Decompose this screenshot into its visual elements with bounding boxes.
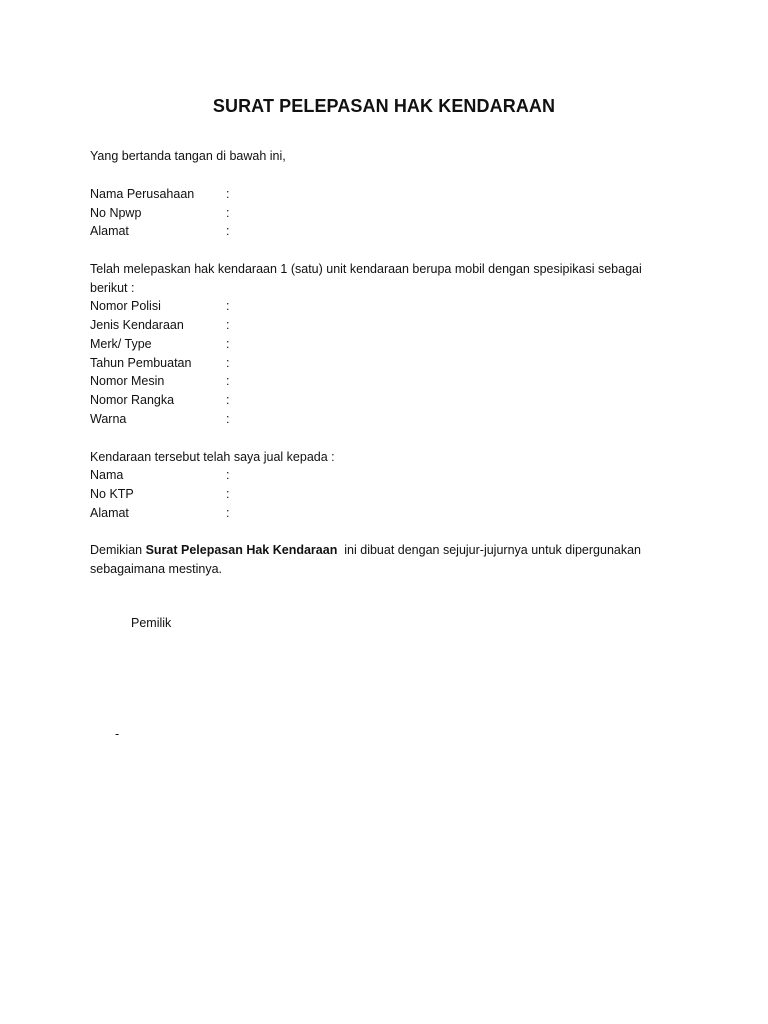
field-label: Nomor Rangka: [90, 392, 175, 407]
vehicle-field-engine-number: [90, 372, 650, 391]
field-colon: :: [226, 486, 230, 501]
field-label: Warna: [90, 411, 127, 426]
vehicle-field-brand: [90, 335, 650, 354]
field-label: No KTP: [90, 486, 134, 501]
closing-prefix: Demikian: [90, 543, 146, 557]
field-colon: :: [226, 299, 230, 314]
signature-dash: -: [115, 727, 120, 741]
field-colon: :: [226, 355, 230, 370]
field-label: Nomor Polisi: [90, 299, 161, 314]
owner-field-address: [90, 222, 650, 241]
field-label: Merk/ Type: [90, 336, 152, 351]
field-label: Alamat: [90, 224, 129, 239]
buyer-field-name: [90, 466, 650, 485]
vehicle-field-year: [90, 354, 650, 373]
field-label: Nomor Mesin: [90, 374, 165, 389]
sold-to-statement: Kendaraan tersebut telah saya jual kepada :: [90, 449, 335, 464]
closing-bold-title: Surat Pelepasan Hak Kendaraan: [145, 543, 338, 557]
closing-suffix: ini dibuat dengan sejujur-jujurnya untuk dipergunakan: [337, 543, 642, 557]
field-colon: :: [226, 411, 230, 426]
release-statement-line1: Telah melepaskan hak kendaraan 1 (satu) unit kendaraan berupa mobil dengan spesipikasi sebagai: [90, 262, 642, 276]
intro-text: Yang bertanda tangan di bawah ini,: [90, 149, 286, 163]
closing-paragraph-line1: [90, 541, 650, 560]
field-label: Nama Perusahaan: [90, 187, 195, 201]
field-colon: :: [226, 505, 230, 520]
vehicle-field-plate-number: [90, 297, 650, 316]
field-colon: :: [226, 374, 230, 389]
vehicle-field-color: [90, 410, 650, 429]
field-colon: :: [226, 318, 230, 333]
buyer-field-address: [90, 504, 650, 523]
field-label: No Npwp: [90, 205, 142, 220]
field-label: Jenis Kendaraan: [90, 318, 184, 333]
vehicle-field-chassis-number: [90, 391, 650, 410]
release-statement-line2: berikut :: [90, 280, 135, 295]
field-colon: :: [226, 392, 230, 407]
field-label: Nama: [90, 468, 124, 483]
buyer-field-id-card: [90, 485, 650, 504]
field-colon: :: [226, 336, 230, 351]
field-colon: :: [226, 468, 230, 483]
vehicle-field-type: [90, 316, 650, 335]
document-title: SURAT PELEPASAN HAK KENDARAAN: [212, 96, 556, 116]
field-colon: :: [226, 187, 230, 201]
signatory-label: Pemilik: [131, 616, 172, 630]
field-label: Alamat: [90, 505, 129, 520]
owner-field-company-name: [90, 185, 650, 204]
field-label: Tahun Pembuatan: [90, 355, 192, 370]
field-colon: :: [226, 224, 230, 239]
closing-paragraph-line2: sebagaimana mestinya.: [90, 561, 223, 576]
owner-field-npwp: [90, 204, 650, 223]
field-colon: :: [226, 205, 230, 220]
